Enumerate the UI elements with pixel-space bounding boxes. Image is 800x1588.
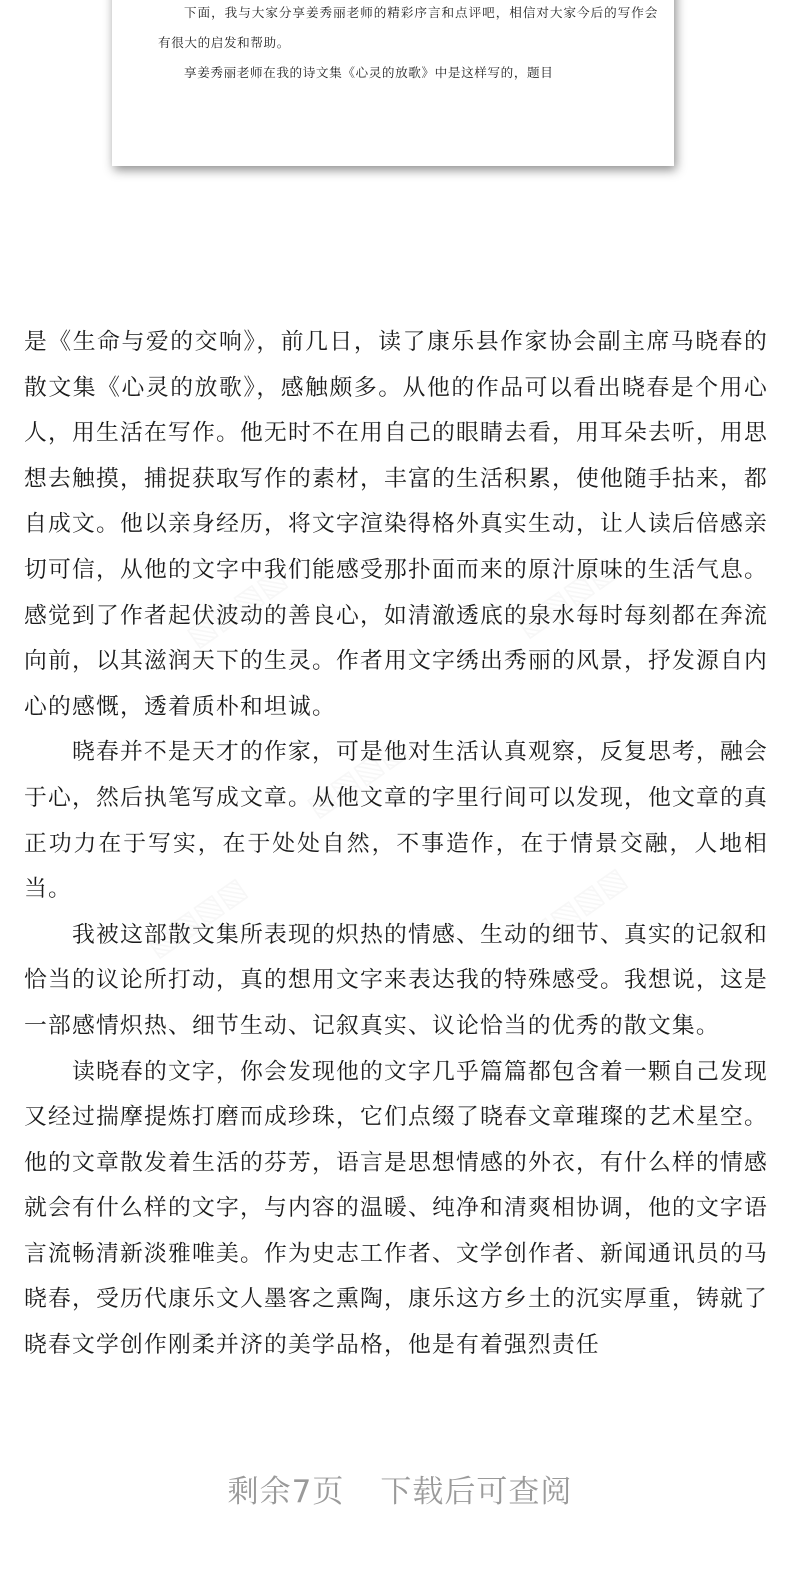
body-paragraph: 我被这部散文集所表现的炽热的情感、生动的细节、真实的记叙和恰当的议论所打动，真的想用文字来表达我的特殊感受。我想说，这是一部感情炽热、细节生动、记叙真实、议论恰当的优秀的散文集。: [24, 921, 768, 1039]
document-body: [24, 320, 768, 1369]
remaining-pages-label: 剩余7页: [227, 1474, 345, 1510]
watermark: ▧▧▧▧: [510, 550, 624, 645]
preview-paragraph: 下面，我与大家分享姜秀丽老师的精彩序言和点评吧，相信对大家今后的写作会有很大的启发和帮助。: [158, 5, 658, 50]
body-paragraph: 读晓春的文字，你会发现他的文字几乎篇篇都包含着一颗自己发现又经过揣摩提炼打磨而成珍珠，它们点缀了晓春文章璀璨的艺术星空。他的文章散发着生活的芬芳，语言是思想情感的外衣，有什么样的情感就会有什么样的文字，与内容的温暖、纯净和清爽相协调，他的文字语言流畅清新淡雅唯美。作为史志工作者、文学创作者、新闻通讯员的马晓春，受历代康乐文人墨客之熏陶，康乐这方乡土的沉实厚重，铸就了晓春文学创作刚柔并济的美学品格，他是有着强烈责任: [24, 1058, 768, 1359]
watermark: ▧▧▧▧: [140, 870, 254, 965]
body-paragraph: 是《生命与爱的交响》，前几日，读了康乐县作家协会副主席马晓春的散文集《心灵的放歌》，感触颇多。从他的作品可以看出晓春是个用心人，用生活在写作。他无时不在用自己的眼睛去看，用耳朵去听，用思想去触摸，捕捉获取写作的素材，丰富的生活积累，使他随手拈来，都自成文。他以亲身经历，将文字渲染得格外真实生动，让人读后倍感亲切可信，从他的文字中我们能感受那扑面而来的原汁原味的生活气息。感觉到了作者起伏波动的善良心，如清澈透底的泉水每时每刻都在奔流向前，以其滋润天下的生灵。作者用文字绣出秀丽的风景，抒发源自内心的感慨，透着质朴和坦诚。: [24, 329, 768, 720]
download-to-view-label: 下载后可查阅: [380, 1474, 573, 1510]
download-prompt[interactable]: [0, 1466, 800, 1511]
body-paragraph: 晓春并不是天才的作家，可是他对生活认真观察，反复思考，融会于心，然后执笔写成文章。从他文章的字里行间可以发现，他文章的真正功力在于写实，在于处处自然，不事造作，在于情景交融，人地相当。: [24, 739, 768, 903]
watermark: ▧▧▧▧: [300, 730, 414, 825]
watermark: ▧▧▧▧: [520, 860, 634, 955]
page-preview-card: [112, 0, 674, 166]
preview-paragraph: 享姜秀丽老师在我的诗文集《心灵的放歌》中是这样写的，题目: [184, 65, 554, 80]
watermark: ▧▧▧▧: [180, 560, 294, 655]
